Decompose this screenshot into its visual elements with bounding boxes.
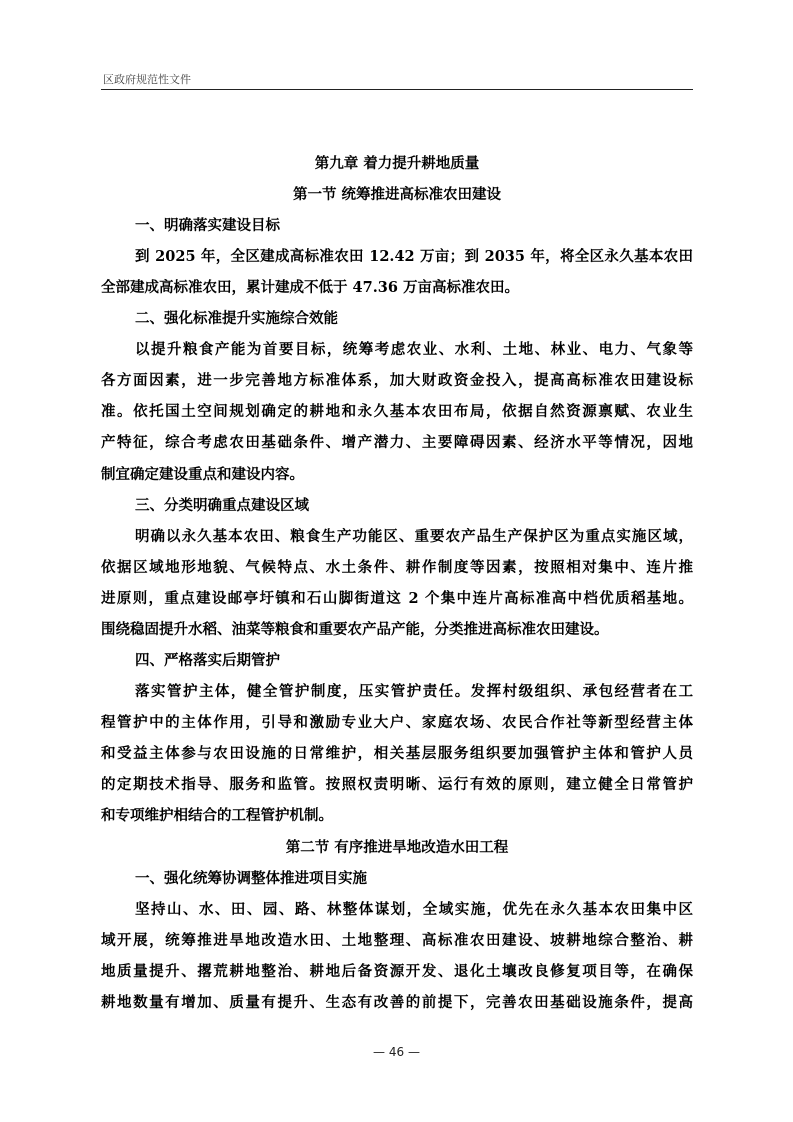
paragraph-line: 地质量提升、撂荒耕地整治、耕地后备资源开发、退化土壤改良修复项目等，在确保 (101, 962, 693, 980)
paragraph-line: 制宜确定建设重点和建设内容。 (101, 465, 304, 483)
paragraph-line: 和专项维护相结合的工程管护机制。 (101, 807, 333, 825)
paragraph-line: 坚持山、水、田、园、路、林整体谋划，全域实施，优先在永久基本农田集中区 (135, 900, 693, 918)
paragraph (101, 676, 693, 831)
subsection-heading: 二、强化标准提升实施综合效能 (135, 310, 338, 328)
document-body (101, 148, 693, 1018)
paragraph-line: 的定期技术指导、服务和监管。按照权责明晰、运行有效的原则，建立健全日常管护 (101, 776, 693, 794)
paragraph-line: 依据区域地形地貌、气候特点、水土条件、耕作制度等因素，按照相对集中、连片推 (101, 558, 693, 576)
page-number: — 46 — (373, 1045, 420, 1059)
paragraph-line: 明确以永久基本农田、粮食生产功能区、重要农产品生产保护区为重点实施区域， (135, 527, 693, 545)
paragraph (101, 334, 693, 489)
paragraph-line: 全部建成高标准农田，累计建成不低于 47.36 万亩高标准农田。 (101, 279, 519, 297)
section-title: 第一节 统筹推进高标准农田建设 (292, 186, 502, 203)
paragraph-line: 到 2025 年，全区建成高标准农田 12.42 万亩；到 2035 年，将全区永久基本农田 (135, 248, 693, 265)
header-divider (101, 89, 693, 90)
section-title: 第二节 有序推进旱地改造水田工程 (285, 838, 509, 856)
paragraph (101, 894, 693, 1018)
paragraph (101, 241, 693, 303)
subsection-heading: 一、强化统筹协调整体推进项目实施 (135, 869, 367, 887)
paragraph-line: 和受益主体参与农田设施的日常维护，相关基层服务组织要加强管护主体和管护人员 (101, 745, 693, 763)
paragraph-line: 围绕稳固提升水稻、油菜等粮食和重要农产品产能，分类推进高标准农田建设。 (101, 620, 609, 638)
paragraph-line: 进原则，重点建设邮亭圩镇和石山脚街道这 2 个集中连片高标准高中档优质稻基地。 (101, 589, 693, 607)
paragraph-line: 域开展，统筹推进旱地改造水田、土地整理、高标准农田建设、坡耕地综合整治、耕 (101, 931, 693, 949)
paragraph-line: 程管护中的主体作用，引导和激励专业大户、家庭农场、农民合作社等新型经营主体 (101, 714, 693, 732)
paragraph-line: 以提升粮食产能为首要目标，统筹考虑农业、水利、土地、林业、电力、气象等 (135, 341, 693, 359)
subsection-heading: 四、严格落实后期管护 (135, 652, 280, 670)
document-header-label: 区政府规范性文件 (103, 73, 191, 86)
section-block (101, 863, 693, 1018)
section-block (101, 210, 693, 832)
paragraph-line: 产特征，综合考虑农田基础条件、增产潜力、主要障碍因素、经济水平等情况，因地 (101, 434, 693, 452)
paragraph-line: 耕地数量有增加、质量有提升、生态有改善的前提下，完善农田基础设施条件，提高 (101, 993, 693, 1011)
paragraph (101, 521, 693, 645)
paragraph-line: 准。依托国土空间规划确定的耕地和永久基本农田布局，依据自然资源禀赋、农业生 (101, 403, 693, 421)
subsection-heading: 三、分类明确重点建设区域 (135, 496, 309, 514)
subsection-heading: 一、明确落实建设目标 (135, 217, 280, 234)
paragraph-line: 各方面因素，进一步完善地方标准体系，加大财政资金投入，提高高标准农田建设标 (101, 372, 693, 390)
paragraph-line: 落实管护主体，健全管护制度，压实管护责任。发挥村级组织、承包经营者在工 (135, 683, 693, 701)
chapter-title: 第九章 着力提升耕地质量 (314, 155, 480, 172)
